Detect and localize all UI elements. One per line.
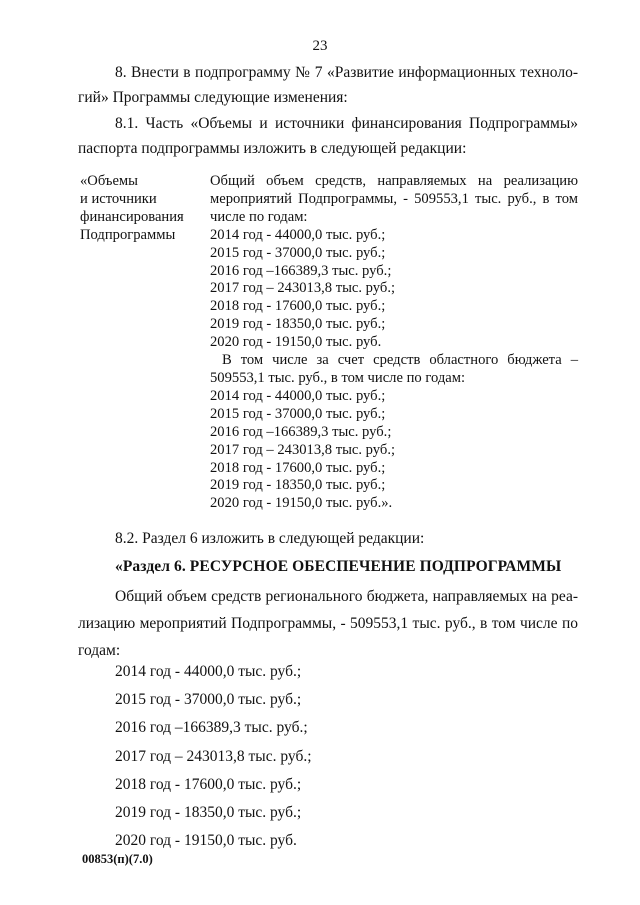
table-year-line: 2014 год - 44000,0 тыс. руб.;: [210, 387, 386, 404]
section-text: Общий объем средств регионального бюджета, направляемых на реа-лизацию мероприятий Подпрограммы, - 509553,1 тыс. руб., в том числе по годам:: [78, 588, 578, 659]
table-year-line: 2018 год - 17600,0 тыс. руб.;: [210, 298, 386, 315]
section-year-line: 2020 год - 19150,0 тыс. руб.: [115, 832, 297, 850]
table-regional-text: В том числе за счет средств областного бюджета – 509553,1 тыс. руб., в том числе по годам:: [210, 352, 578, 386]
page-number: 23: [312, 38, 328, 54]
table-left-column: [80, 173, 205, 245]
table-year-line: 2017 год – 243013,8 тыс. руб.;: [210, 441, 396, 458]
table-left-line: Подпрограммы: [80, 226, 176, 243]
section-year-line: 2017 год – 243013,8 тыс. руб.;: [115, 747, 312, 765]
section-years-list: [115, 658, 312, 855]
table-year-line: 2016 год –166389,3 тыс. руб.;: [210, 423, 392, 440]
paragraph-8-1: 8.1. Часть «Объемы и источники финансирования Подпрограммы» паспорта подпрограммы изложить в следующей редакции:: [78, 115, 578, 157]
section-year-line: 2019 год - 18350,0 тыс. руб.;: [115, 804, 302, 822]
table-year-line: 2014 год - 44000,0 тыс. руб.;: [210, 226, 386, 243]
table-year-line: 2017 год – 243013,8 тыс. руб.;: [210, 280, 396, 297]
paragraph-8-2: 8.2. Раздел 6 изложить в следующей редакции:: [115, 530, 425, 547]
section-year-line: 2018 год - 17600,0 тыс. руб.;: [115, 775, 302, 793]
section-heading: «Раздел 6. РЕСУРСНОЕ ОБЕСПЕЧЕНИЕ ПОДПРОГРАММЫ: [115, 558, 562, 575]
table-year-line: 2016 год –166389,3 тыс. руб.;: [210, 262, 392, 279]
footer-code: 00853(п)(7.0): [82, 852, 153, 866]
table-left-line: и источники: [80, 190, 157, 207]
section-year-line: 2014 год - 44000,0 тыс. руб.;: [115, 663, 302, 680]
table-year-line: 2019 год - 18350,0 тыс. руб.;: [210, 477, 386, 494]
table-total-text: Общий объем средств, направляемых на реализацию мероприятий Подпрограммы, - 509553,1 тыс. руб., в том числе по годам:: [210, 173, 578, 225]
table-year-line: 2015 год - 37000,0 тыс. руб.;: [210, 405, 386, 422]
table-year-line: 2015 год - 37000,0 тыс. руб.;: [210, 244, 386, 261]
table-right-column: [210, 173, 578, 513]
table-year-line: 2018 год - 17600,0 тыс. руб.;: [210, 459, 386, 476]
table-year-line: 2020 год - 19150,0 тыс. руб.: [210, 334, 382, 351]
table-left-line: финансирования: [80, 208, 184, 225]
table-left-line: «Объемы: [80, 173, 138, 189]
section-year-line: 2015 год - 37000,0 тыс. руб.;: [115, 691, 302, 709]
paragraph-8: 8. Внести в подпрограмму № 7 «Развитие информационных техноло-гий» Программы следующие изменения:: [78, 64, 578, 106]
table-year-line: 2019 год - 18350,0 тыс. руб.;: [210, 316, 386, 333]
table-year-line: 2020 год - 19150,0 тыс. руб.».: [210, 495, 393, 512]
section-year-line: 2016 год –166389,3 тыс. руб.;: [115, 719, 308, 737]
